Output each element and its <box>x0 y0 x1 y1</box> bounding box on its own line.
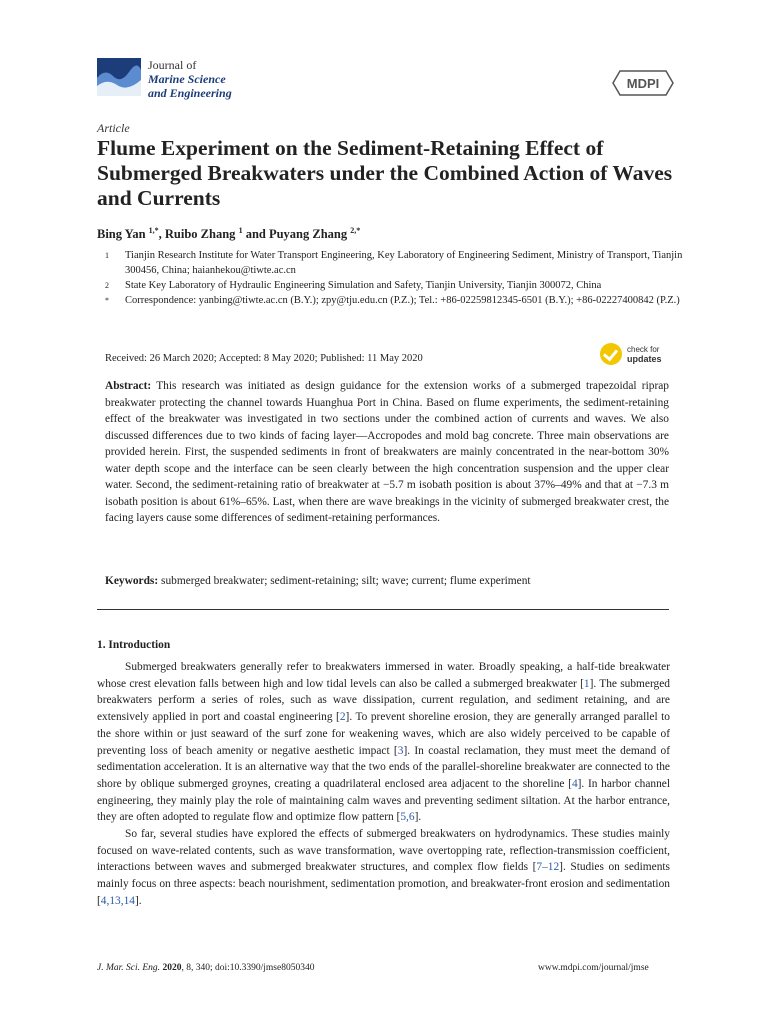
mdpi-logo-text: MDPI <box>626 76 660 91</box>
affiliation-item <box>97 248 687 278</box>
citation-link[interactable]: 4,13,14 <box>100 894 135 907</box>
paragraph <box>97 826 670 910</box>
body-text <box>97 659 670 910</box>
keywords-label: Keywords: <box>105 575 159 587</box>
updates-label: updates <box>627 354 662 364</box>
journal-name-line1: Journal of <box>148 58 197 72</box>
correspondence-text: Correspondence: yanbing@tiwte.ac.cn (B.Y.); zpy@tju.edu.cn (P.Z.); Tel.: +86-02259812345-6501 (B.Y.); +86-02227400842 (P.Z.) <box>125 295 680 306</box>
paper-title: Flume Experiment on the Sediment-Retaining Effect of Submerged Breakwaters under the Combined Action of Waves and Currents <box>97 136 673 210</box>
paragraph-text: ]. In coastal reclamation, they must meet the demand of sedimentation acceleration. It is an alternative way that the two ends of the parallel-shoreline breakwater are connected to the shore by oblique submerged groynes, creating a quadrilateral enclosed area adjacent to the shoreline [ <box>97 744 671 790</box>
author-name: Ruibo Zhang <box>164 227 236 242</box>
author-name: Puyang Zhang <box>268 227 348 242</box>
check-mark-icon <box>600 343 622 365</box>
footer-journal-abbrev: J. Mar. Sci. Eng. <box>97 963 161 973</box>
citation-link[interactable]: 4 <box>571 777 578 790</box>
citation-link[interactable]: 2 <box>339 711 346 724</box>
affiliation-mark: 1 <box>105 251 109 260</box>
paragraph-text: ]. <box>134 894 142 907</box>
affiliation-mark: * <box>105 296 109 305</box>
correspondence-item <box>97 293 687 308</box>
publication-dates: Received: 26 March 2020; Accepted: 8 May 2020; Published: 11 May 2020 <box>105 353 423 364</box>
paragraph-text: ]. The submerged breakwaters perform a series of roles, such as wave dissipation, current regulation, and sediment retaining, and are extensively applied in port and coastal engineering [ <box>97 677 670 724</box>
paragraph <box>97 659 670 826</box>
affiliation-text: State Key Laboratory of Hydraulic Engineering Simulation and Safety, Tianjin University, Tianjin 300072, China <box>125 280 602 291</box>
check-for-label: check for <box>627 345 660 354</box>
paragraph-text: Submerged breakwaters generally refer to breakwaters immersed in water. Broadly speaking, a half-tide breakwater whose crest elevation falls between high and low tidal levels can also be called a submerged breakwater [ <box>97 661 670 690</box>
paragraph-text: ]. To prevent shoreline erosion, they are generally arranged parallel to the shore within or just seaward of the surf zone for weakening waves, which are also widely perceived to be capable of preventing loss of beach amenity or negative aesthetic impact [ <box>97 711 670 757</box>
abstract-text: This research was initiated as design guidance for the extension works of a submerged trapezoidal riprap breakwater protecting the channel towards Huanghua Port in China. Based on flume experiments, the sediment-retaining effect of the breakwater was investigated in two sections under the combined action of currents and waves. We also discussed differences due to two kinds of facing layer—Accropodes and mold bag concrete. Three main observations are provided herein. First, the suspended sediments in front of breakwaters are mainly concentrated in the near-bottom 30% water depth scope and the interface can be seen clearly between the high concentration suspension and the upper clear water. Second, the sediment-retaining ratio of breakwater at −5.7 m isobath position is about 37%–49% and that at −7.3 m isobath position is about 61%–65%. Last, when there are wave breakings in the vicinity of submerged breakwater crest, the facing layers cause some differences of sediment-retaining performances. <box>105 380 669 524</box>
journal-name <box>148 58 232 100</box>
footer-citation <box>97 963 314 973</box>
citation-link[interactable]: 7–12 <box>536 861 560 874</box>
footer-url[interactable]: www.mdpi.com/journal/jmse <box>538 963 649 973</box>
journal-name-line2: Marine Science <box>148 72 226 86</box>
article-type: Article <box>97 121 130 135</box>
abstract-label: Abstract: <box>105 380 152 392</box>
journal-logo-icon <box>97 58 141 96</box>
affiliation-mark: 2 <box>105 281 109 290</box>
divider <box>97 609 669 610</box>
affiliations <box>97 248 687 308</box>
paragraph-text: ]. In harbor channel engineering, they mainly play the role of maintaining calm waves and preventing sediment siltation. At the harbor entrance, they are often adopted to regulate flow and optimize flow pattern [ <box>97 777 670 824</box>
author-name: Bing Yan <box>97 227 146 242</box>
footer-year: 2020 <box>162 963 182 973</box>
citation-link[interactable]: 5,6 <box>400 811 415 824</box>
author-affil-mark: 1 <box>238 226 243 235</box>
check-for-updates-button[interactable] <box>600 343 680 371</box>
affiliation-item <box>97 278 687 293</box>
mdpi-logo <box>612 70 674 96</box>
citation-link[interactable]: 3 <box>397 744 404 757</box>
author-list: Bing Yan $^{1,*}$, Ruibo Zhang $^1$ and Puyang Zhang $^{2,*}$ <box>97 226 361 242</box>
keywords <box>105 575 669 587</box>
paragraph-text: ]. <box>414 811 422 824</box>
keywords-text: submerged breakwater; sediment-retaining; silt; wave; current; flume experiment <box>161 575 531 587</box>
journal-name-line3: and Engineering <box>148 86 232 100</box>
affiliation-text: Tianjin Research Institute for Water Transport Engineering, Key Laboratory of Engineering Sediment, Ministry of Transport, Tianjin 300456, China; haianhekou@tiwte.ac.cn <box>125 250 683 276</box>
footer-citation-rest: , 8, 340; doi:10.3390/jmse8050340 <box>181 963 315 973</box>
section-heading: 1. Introduction <box>97 639 171 651</box>
author-affil-mark: 1,* <box>148 226 159 235</box>
paragraph-text: ]. Studies on sediments mainly focus on three aspects: beach nourishment, sedimentation promotion, and breakwater-front erosion and sedimentation [ <box>97 861 670 907</box>
author-affil-mark: 2,* <box>350 226 361 235</box>
abstract <box>105 378 669 527</box>
paragraph-text: So far, several studies have explored the effects of submerged breakwaters on hydrodynamics. These studies mainly focused on wave-related contents, such as wave transformation, wave overtopping rate, reflection-transmission coefficient, interactions between waves and submerged breakwater structures, and complex flow fields [ <box>97 828 670 874</box>
citation-link[interactable]: 1 <box>583 677 590 690</box>
